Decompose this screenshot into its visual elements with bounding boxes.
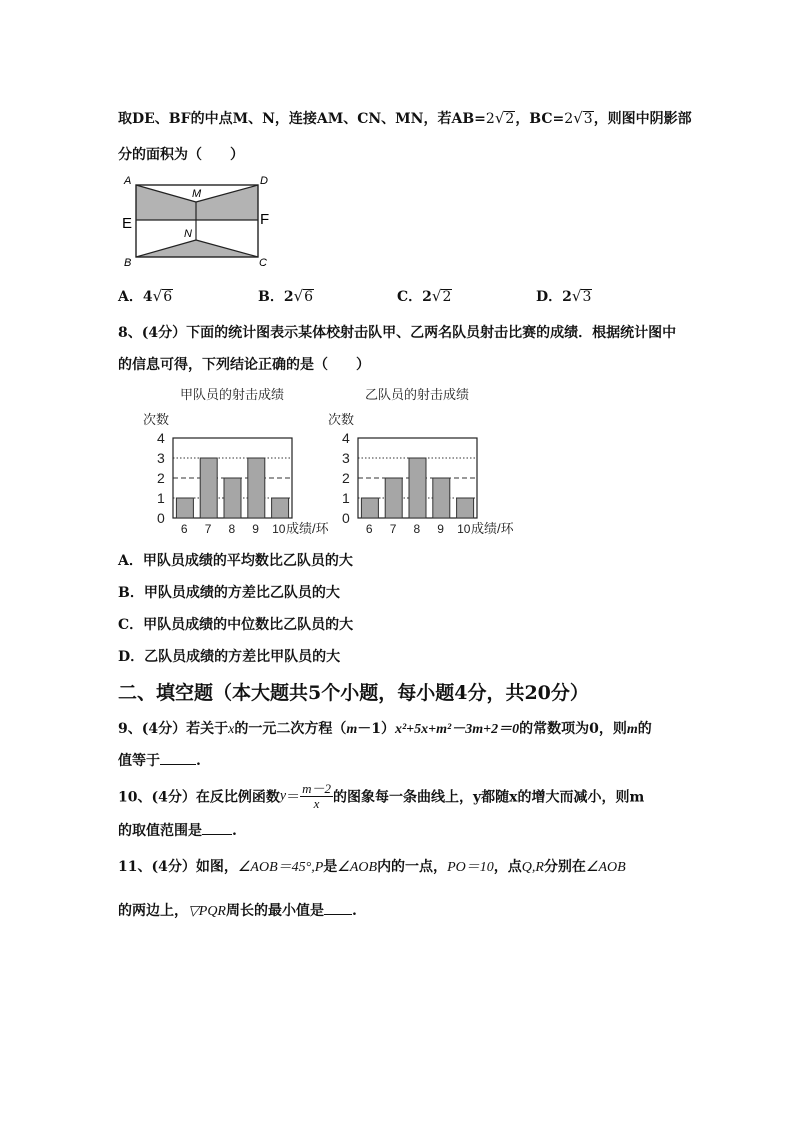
q8-line1: 8、(4分）下面的统计图表示某体校射击队甲、乙两名队员射击比赛的成绩．根据统计图中	[118, 325, 677, 341]
bar	[248, 458, 265, 518]
q10-end: .	[232, 823, 237, 839]
bar	[409, 458, 426, 518]
q7-rectangle-figure	[118, 170, 278, 270]
option-coef: 2	[562, 289, 572, 305]
q9-answer-blank[interactable]	[160, 750, 196, 765]
x-tick-label: 6	[365, 522, 373, 536]
q10-text-a: 10、(4分）在反比例函数	[118, 789, 280, 806]
q10-answer-blank[interactable]	[202, 820, 232, 835]
option-coef: 2	[422, 289, 432, 305]
q11-var-p: P	[314, 860, 324, 875]
q7-text-b: ，BC=	[515, 111, 565, 127]
q11-text-c: 内的一点，	[377, 859, 448, 875]
q7-option-d[interactable]	[536, 286, 592, 306]
bar	[361, 498, 378, 518]
sqrt-icon: √	[431, 287, 442, 305]
bar	[272, 498, 289, 518]
ab-coef: 2	[485, 111, 495, 127]
q7-text-a: 取DE、BF的中点M、N，连接AM、CN、MN，若AB=	[118, 111, 486, 127]
x-tick-label: 7	[389, 522, 397, 536]
label-f: F	[260, 211, 270, 228]
bar	[200, 458, 217, 518]
option-radicand: 2	[442, 289, 452, 305]
q11-line2	[118, 900, 357, 920]
y-tick-label: 4	[157, 430, 165, 446]
q7-text-c: ，则图中阴影部	[593, 111, 692, 127]
q8-option-d[interactable]: D．乙队员成绩的方差比甲队员的大	[118, 649, 341, 665]
y-tick-label: 4	[342, 430, 350, 446]
sqrt-icon: √	[571, 287, 582, 305]
q9-line2	[118, 750, 201, 770]
q10-text-b: 的图象每一条曲线上，y都随x的增大而减小，则m	[332, 789, 645, 806]
y-tick-label: 2	[342, 470, 350, 486]
bar	[224, 478, 241, 518]
q10-line2-text: 的取值范围是	[118, 823, 202, 839]
y-tick-label: 3	[157, 450, 165, 466]
q9-text-e: 的	[637, 721, 652, 737]
q11-po: PO＝10	[447, 860, 494, 875]
y-tick-label: 1	[342, 490, 350, 506]
y-axis-label: 次数	[328, 412, 355, 427]
q11-angle3: ∠AOB	[585, 860, 626, 875]
shaded-top-right	[196, 185, 258, 220]
q11-angle2: ∠AOB	[337, 860, 378, 875]
shaded-top-left	[136, 185, 196, 220]
y-tick-label: 3	[342, 450, 350, 466]
option-letter: A．	[118, 289, 143, 305]
chart-title: 乙队员的射击成绩	[365, 387, 470, 402]
option-radicand: 6	[163, 289, 173, 305]
chart-jia	[140, 382, 330, 542]
q9-text-a: 9、(4分）若关于	[118, 721, 229, 737]
q11-text-a: 11、(4分）如图，	[118, 859, 238, 875]
q11-line2-text: 的两边上，	[118, 903, 188, 919]
q9-equation: x²+5x+m²－3m+2＝0	[394, 722, 520, 737]
option-letter: C．	[397, 289, 423, 305]
bar	[385, 478, 402, 518]
q10-var-y: y	[279, 788, 287, 804]
bar	[433, 478, 450, 518]
fraction-denominator: x	[313, 796, 320, 811]
q7-line2: 分的面积为（ ）	[118, 147, 244, 163]
label-d: D	[260, 175, 268, 187]
option-radicand: 3	[582, 289, 592, 305]
x-tick-label: 9	[437, 522, 444, 536]
q9-text-d: 的常数项为0，则	[519, 721, 627, 737]
q11-angle: ∠AOB＝45°,	[237, 860, 315, 875]
bc-coef: 2	[564, 111, 574, 127]
option-coef: 4	[142, 289, 153, 305]
y-tick-label: 1	[157, 490, 165, 506]
x-tick-label: 7	[204, 522, 212, 536]
sqrt-icon: √	[573, 109, 583, 127]
q9-text-c: －1）	[357, 721, 395, 737]
x-tick-label: 8	[413, 522, 421, 536]
q9-end: .	[196, 753, 201, 769]
x-tick-label: 6	[180, 522, 188, 536]
q10-line2	[118, 820, 237, 840]
sqrt-icon: √	[494, 109, 505, 127]
q11-qr: Q,R	[521, 860, 544, 875]
option-letter: D．	[536, 289, 563, 305]
q11-text-d: ，点	[493, 859, 522, 875]
y-axis-label: 次数	[143, 412, 170, 427]
q11-line1	[118, 856, 626, 876]
q11-answer-blank[interactable]	[324, 900, 352, 915]
label-a: A	[124, 175, 132, 187]
label-e: E	[122, 215, 133, 232]
label-b: B	[124, 257, 132, 269]
label-c: C	[259, 257, 267, 269]
q8-option-b[interactable]: B．甲队员成绩的方差比乙队员的大	[118, 585, 340, 601]
x-tick-label: 8	[228, 522, 236, 536]
y-tick-label: 0	[342, 510, 350, 526]
x-tick-label: 10	[457, 522, 471, 536]
q10-line1	[118, 782, 644, 811]
shaded-bottom	[136, 240, 258, 257]
q9-var-m: m	[626, 722, 638, 737]
q8-option-c[interactable]: C．甲队员成绩的中位数比乙队员的大	[118, 617, 354, 633]
q7-option-b[interactable]	[258, 286, 314, 306]
section2-title: 二、填空题（本大题共5个小题，每小题4分，共20分）	[118, 682, 589, 704]
sqrt-icon: √	[293, 287, 304, 305]
option-radicand: 6	[304, 289, 314, 305]
sqrt-icon: √	[152, 287, 163, 305]
x-axis-label: 成绩/环	[286, 521, 329, 536]
q10-fraction	[300, 782, 333, 811]
x-tick-label: 9	[252, 522, 259, 536]
q9-line2-text: 值等于	[118, 753, 160, 769]
x-axis-label: 成绩/环	[471, 521, 514, 536]
q9-text-b: 的一元二次方程（	[234, 721, 347, 737]
chart-title: 甲队员的射击成绩	[180, 387, 285, 402]
q9-var-m: m	[346, 722, 358, 737]
y-tick-label: 0	[157, 510, 165, 526]
option-letter: B．	[258, 289, 284, 305]
bc-radicand: 3	[583, 111, 593, 127]
ab-radicand: 2	[505, 111, 515, 127]
q7-line1	[118, 108, 692, 128]
bar	[457, 498, 474, 518]
x-tick-label: 10	[272, 522, 286, 536]
chart-yi	[325, 382, 535, 542]
q11-text-e: 分别在	[543, 859, 586, 875]
q7-option-c[interactable]	[397, 286, 452, 306]
q11-text-b: 是	[323, 859, 338, 875]
q11-triangle: ▽PQR	[188, 904, 226, 919]
q10-eq-sign: ＝	[286, 789, 301, 806]
bar	[176, 498, 193, 518]
q11-line2-text-b: 周长的最小值是	[225, 903, 324, 919]
q8-option-a[interactable]: A．甲队员成绩的平均数比乙队员的大	[118, 553, 353, 569]
q11-end: .	[351, 903, 357, 919]
y-tick-label: 2	[157, 470, 165, 486]
q9-var-x: x	[228, 722, 235, 737]
q9-line1	[118, 718, 652, 738]
q7-option-a[interactable]	[118, 286, 173, 306]
label-n: N	[184, 228, 192, 240]
fraction-numerator: m－2	[302, 781, 331, 796]
q8-line2: 的信息可得，下列结论正确的是（ ）	[118, 357, 370, 373]
option-coef: 2	[283, 289, 294, 305]
label-m: M	[192, 188, 202, 200]
